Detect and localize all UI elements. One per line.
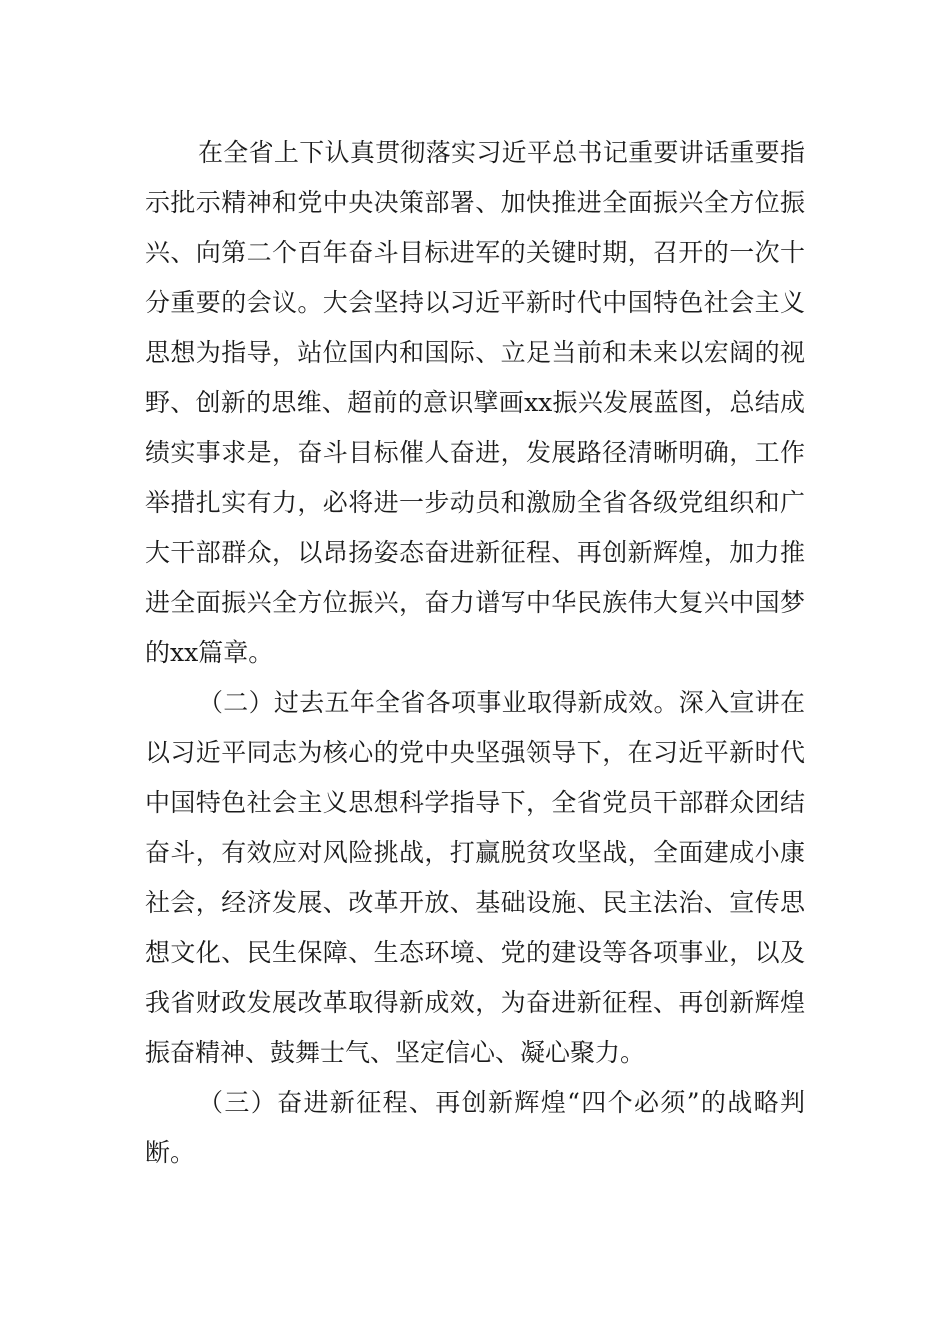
paragraph-section-two: （二）过去五年全省各项事业取得新成效。深入宣讲在以习近平同志为核心的党中央坚强领导下，在习近平新时代中国特色社会主义思想科学指导下，全省党员干部群众团结奋斗，有效应对风险挑战，打赢脱贫攻坚战，全面建成小康社会，经济发展、改革开放、基础设施、民主法治、宣传思想文化、民生保障、生态环境、党的建设等各项事业，以及我省财政发展改革取得新成效，为奋进新征程、再创新辉煌振奋精神、鼓舞士气、坚定信心、凝心聚力。 [145,688,805,1067]
document-body [145,128,805,1178]
paragraph-congress-significance: 在全省上下认真贯彻落实习近平总书记重要讲话重要指示批示精神和党中央决策部署、加快推进全面振兴全方位振兴、向第二个百年奋斗目标进军的关键时期，召开的一次十分重要的会议。大会坚持以习近平新时代中国特色社会主义思想为指导，站位国内和国际、立足当前和未来以宏阔的视野、创新的思维、超前的意识擘画xx振兴发展蓝图，总结成绩实事求是，奋斗目标催人奋进，发展路径清晰明确，工作举措扎实有力，必将进一步动员和激励全省各级党组织和广大干部群众，以昂扬姿态奋进新征程、再创新辉煌，加力推进全面振兴全方位振兴，奋力谱写中华民族伟大复兴中国梦的xx篇章。 [145,138,805,667]
paragraph-section-three: （三）奋进新征程、再创新辉煌“四个必须”的战略判断。 [145,1088,805,1167]
